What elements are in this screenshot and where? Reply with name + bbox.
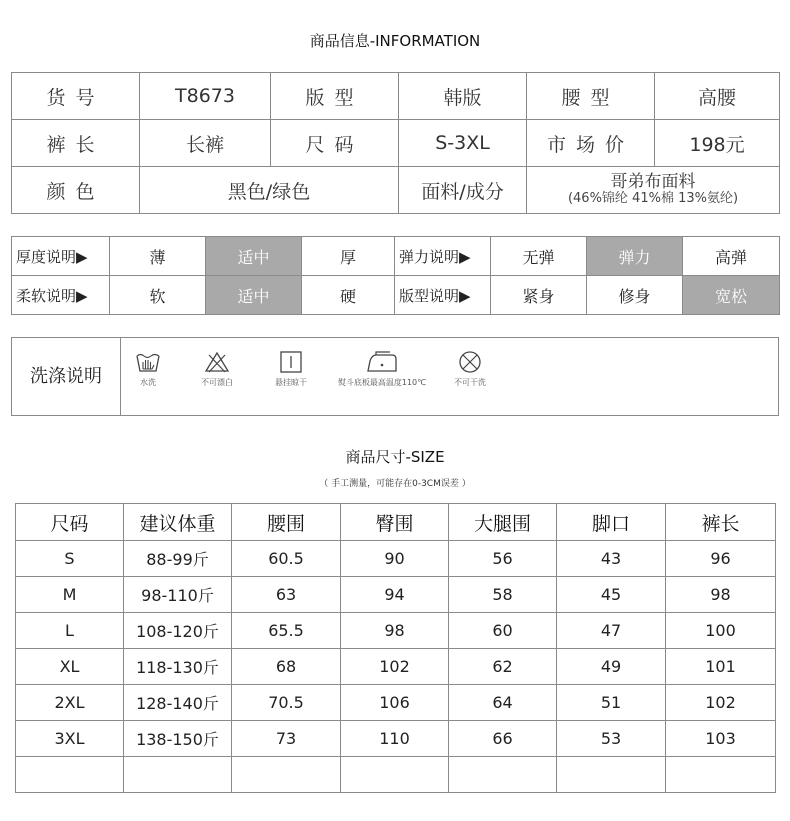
size-value: S-3XL — [399, 120, 527, 167]
size-cell: 58 — [449, 577, 557, 613]
size-cell — [557, 757, 666, 793]
size-cell: 102 — [341, 649, 449, 685]
size-cell: 102 — [666, 685, 776, 721]
color-value: 黑色/绿色 — [140, 167, 399, 214]
fit-option: 紧身 — [491, 276, 587, 315]
iron-icon — [362, 350, 402, 374]
size-row — [16, 757, 776, 793]
style-value: 韩版 — [399, 73, 527, 120]
size-cell — [341, 757, 449, 793]
feature-table — [11, 236, 780, 315]
thickness-option: 薄 — [110, 237, 206, 276]
size-cell: 63 — [232, 577, 341, 613]
waist-type-value: 高腰 — [655, 73, 780, 120]
wash-item: 不可干洗 — [448, 350, 492, 388]
size-cell — [666, 757, 776, 793]
fit-option: 修身 — [587, 276, 683, 315]
color-label: 颜色 — [12, 167, 140, 214]
hand-wash-icon — [134, 350, 162, 374]
size-cell: 98 — [666, 577, 776, 613]
size-cell — [232, 757, 341, 793]
size-header-cell: 建议体重 — [124, 504, 232, 541]
elasticity-option: 无弹 — [491, 237, 587, 276]
hang-dry-icon — [277, 350, 305, 374]
size-cell: 62 — [449, 649, 557, 685]
item-number-label: 货号 — [12, 73, 140, 120]
fit-label: 版型说明▶ — [395, 276, 491, 315]
wash-instructions — [11, 337, 779, 416]
size-row — [16, 613, 776, 649]
size-cell: 90 — [341, 541, 449, 577]
wash-item: 熨斗底板最高温度110℃ — [326, 350, 438, 388]
softness-option: 硬 — [302, 276, 395, 315]
softness-label: 柔软说明▶ — [12, 276, 110, 315]
size-row — [16, 577, 776, 613]
size-cell: 94 — [341, 577, 449, 613]
size-cell: 3XL — [16, 721, 124, 757]
size-cell: 66 — [449, 721, 557, 757]
size-cell: 2XL — [16, 685, 124, 721]
fit-option: 宽松 — [683, 276, 780, 315]
wash-item: 悬挂晾干 — [266, 350, 316, 388]
size-cell — [449, 757, 557, 793]
wash-item: 水洗 — [128, 350, 168, 388]
size-header-cell: 大腿围 — [449, 504, 557, 541]
thickness-option: 适中 — [206, 237, 302, 276]
size-cell: 47 — [557, 613, 666, 649]
length-value: 长裤 — [140, 120, 271, 167]
size-cell: 45 — [557, 577, 666, 613]
size-row — [16, 721, 776, 757]
waist-type-label: 腰型 — [527, 73, 655, 120]
size-cell: 53 — [557, 721, 666, 757]
size-row — [16, 649, 776, 685]
size-cell: 68 — [232, 649, 341, 685]
fabric-label: 面料/成分 — [399, 167, 527, 214]
size-cell: 98-110斤 — [124, 577, 232, 613]
size-cell: 56 — [449, 541, 557, 577]
feature-row — [12, 276, 780, 315]
size-cell — [124, 757, 232, 793]
size-cell: 110 — [341, 721, 449, 757]
market-price-label: 市场价 — [527, 120, 655, 167]
no-bleach-icon — [203, 350, 231, 374]
size-cell: XL — [16, 649, 124, 685]
style-label: 版型 — [271, 73, 399, 120]
size-cell: 100 — [666, 613, 776, 649]
size-header-cell: 裤长 — [666, 504, 776, 541]
size-title: 商品尺寸-SIZE — [345, 448, 445, 466]
softness-option: 适中 — [206, 276, 302, 315]
market-price-value: 198元 — [655, 120, 780, 167]
size-cell: 43 — [557, 541, 666, 577]
info-row — [12, 167, 780, 214]
size-table — [15, 503, 776, 793]
fabric-detail: (46%锦纶 41%棉 13%氨纶) — [567, 191, 739, 206]
elasticity-option: 高弹 — [683, 237, 780, 276]
size-row — [16, 685, 776, 721]
fabric-value — [527, 167, 780, 214]
size-cell: 49 — [557, 649, 666, 685]
size-cell: 65.5 — [232, 613, 341, 649]
wash-label: 洗涤说明 — [12, 338, 121, 415]
size-header-cell: 脚口 — [557, 504, 666, 541]
feature-row — [12, 237, 780, 276]
size-cell: 96 — [666, 541, 776, 577]
no-dry-clean-icon — [456, 350, 484, 374]
size-cell: 138-150斤 — [124, 721, 232, 757]
size-cell — [16, 757, 124, 793]
size-cell: S — [16, 541, 124, 577]
size-cell: M — [16, 577, 124, 613]
size-cell: 118-130斤 — [124, 649, 232, 685]
fabric-main: 哥弟布面料 — [610, 172, 696, 192]
size-cell: 64 — [449, 685, 557, 721]
size-cell: L — [16, 613, 124, 649]
size-header-row — [16, 504, 776, 541]
info-title: 商品信息-INFORMATION — [309, 32, 481, 50]
thickness-option: 厚 — [302, 237, 395, 276]
length-label: 裤长 — [12, 120, 140, 167]
size-header-cell: 臀围 — [341, 504, 449, 541]
product-info-table — [11, 72, 780, 214]
elasticity-option: 弹力 — [587, 237, 683, 276]
size-cell: 106 — [341, 685, 449, 721]
size-cell: 101 — [666, 649, 776, 685]
item-number-value: T8673 — [140, 73, 271, 120]
size-header-cell: 腰围 — [232, 504, 341, 541]
size-cell: 70.5 — [232, 685, 341, 721]
size-header-cell: 尺码 — [16, 504, 124, 541]
size-label: 尺码 — [271, 120, 399, 167]
thickness-label: 厚度说明▶ — [12, 237, 110, 276]
info-row — [12, 73, 780, 120]
size-cell: 108-120斤 — [124, 613, 232, 649]
size-cell: 60.5 — [232, 541, 341, 577]
elasticity-label: 弹力说明▶ — [395, 237, 491, 276]
info-row — [12, 120, 780, 167]
wash-item: 不可漂白 — [192, 350, 242, 388]
size-cell: 103 — [666, 721, 776, 757]
size-cell: 51 — [557, 685, 666, 721]
size-cell: 88-99斤 — [124, 541, 232, 577]
softness-option: 软 — [110, 276, 206, 315]
size-cell: 60 — [449, 613, 557, 649]
size-row — [16, 541, 776, 577]
size-cell: 98 — [341, 613, 449, 649]
size-cell: 128-140斤 — [124, 685, 232, 721]
size-note: （ 手工测量，可能存在0-3CM误差 ） — [319, 479, 471, 489]
size-cell: 73 — [232, 721, 341, 757]
